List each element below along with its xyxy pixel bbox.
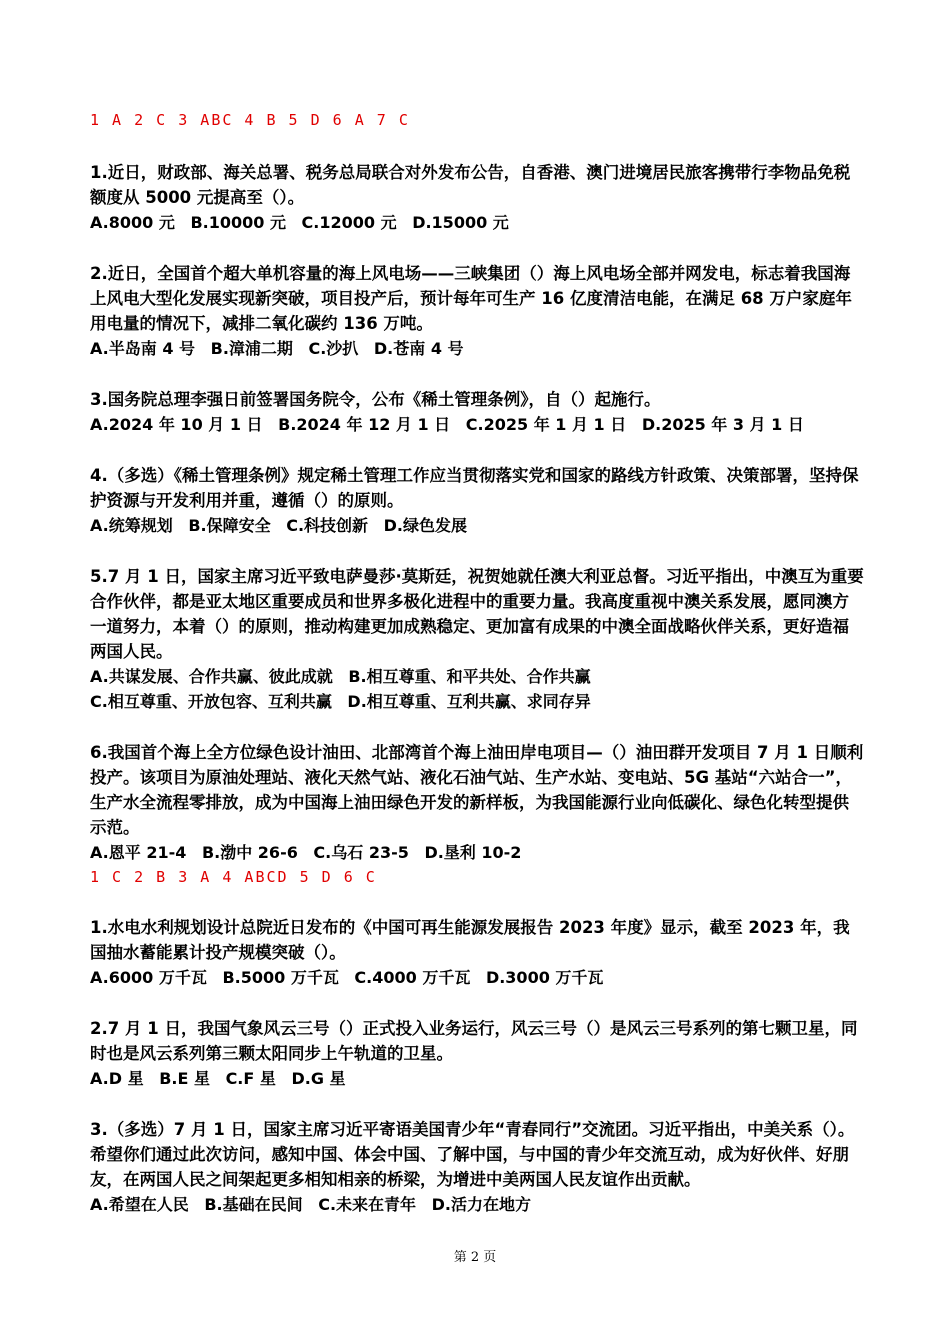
option: C.12000 元 xyxy=(301,213,397,232)
option: D.苍南 4 号 xyxy=(373,339,464,358)
question-options xyxy=(90,840,865,865)
question-text: 3.国务院总理李强日前签署国务院令，公布《稀土管理条例》，自（）起施行。 xyxy=(90,390,661,409)
question-text: 2.7 月 1 日，我国气象风云三号（）正式投入业务运行，风云三号（）是风云三号系列的第七颗卫星，同时也是风云系列第三颗太阳同步上午轨道的卫星。 xyxy=(90,1019,858,1063)
question-text: 1.近日，财政部、海关总署、税务总局联合对外发布公告，自香港、澳门进境居民旅客携带行李物品免税额度从 5000 元提高至（）。 xyxy=(90,163,851,207)
question-options xyxy=(90,412,865,437)
question-options-row xyxy=(90,664,865,689)
option: C.乌石 23-5 xyxy=(313,843,409,862)
option: B.保障安全 xyxy=(188,516,271,535)
option: C.2025 年 1 月 1 日 xyxy=(465,415,627,434)
option: A.半岛南 4 号 xyxy=(90,339,196,358)
question xyxy=(90,1117,865,1217)
question xyxy=(90,387,865,437)
option: C.F 星 xyxy=(225,1069,276,1088)
question-text: 4.（多选）《稀土管理条例》规定稀土管理工作应当贯彻落实党和国家的路线方针政策、决策部署，坚持保护资源与开发利用并重，遵循（）的原则。 xyxy=(90,466,859,510)
option: D.垦利 10-2 xyxy=(424,843,522,862)
option: D.活力在地方 xyxy=(431,1195,531,1214)
option: D.2025 年 3 月 1 日 xyxy=(641,415,804,434)
question xyxy=(90,1016,865,1091)
question-options xyxy=(90,513,865,538)
option: C.4000 万千瓦 xyxy=(354,968,471,987)
option: B.相互尊重、和平共处、合作共赢 xyxy=(348,667,591,686)
question-text: 5.7 月 1 日，国家主席习近平致电萨曼莎·莫斯廷，祝贺她就任澳大利亚总督。习近平指出，中澳互为重要合作伙伴，都是亚太地区重要成员和世界多极化进程中的重要力量。我高度重视中澳关系发展，愿同澳方一道努力，本着（）的原则，推动构建更加成熟稳定、更加富有成果的中澳全面战略伙伴关系，更好造福两国人民。 xyxy=(90,567,864,661)
answer-key: 1 A 2 C 3 ABC 4 B 5 D 6 A 7 C xyxy=(90,111,410,129)
option: B.渤中 26-6 xyxy=(201,843,298,862)
question xyxy=(90,160,865,235)
option: A.2024 年 10 月 1 日 xyxy=(90,415,263,434)
option: D.15000 元 xyxy=(412,213,509,232)
option: C.科技创新 xyxy=(286,516,369,535)
question xyxy=(90,261,865,361)
option: C.沙扒 xyxy=(308,339,359,358)
option: C.未来在青年 xyxy=(318,1195,417,1214)
option: A.恩平 21-4 xyxy=(90,843,187,862)
option: D.3000 万千瓦 xyxy=(485,968,604,987)
option: B.10000 元 xyxy=(190,213,286,232)
question-text: 1.水电水利规划设计总院近日发布的《中国可再生能源发展报告 2023 年度》显示，截至 2023 年，我国抽水蓄能累计投产规模突破（）。 xyxy=(90,918,850,962)
document-page xyxy=(90,108,865,1217)
option: A.共谋发展、合作共赢、彼此成就 xyxy=(90,667,333,686)
question xyxy=(90,740,865,865)
question-text: 6.我国首个海上全方位绿色设计油田、北部湾首个海上油田岸电项目—（）油田群开发项目 7 月 1 日顺利投产。该项目为原油处理站、液化天然气站、液化石油气站、生产水站、变电站、5G 基站“六站合一”，生产水全流程零排放，成为中国海上油田绿色开发的新样板，为我国能源行业向低碳化、绿色化转型提供示范。 xyxy=(90,743,864,837)
page-number: 第 2 页 xyxy=(453,1250,497,1265)
question xyxy=(90,915,865,990)
option: B.基础在民间 xyxy=(204,1195,303,1214)
question-options-row xyxy=(90,689,865,714)
question-options xyxy=(90,210,865,235)
option: A.统筹规划 xyxy=(90,516,173,535)
option: A.8000 元 xyxy=(90,213,175,232)
option: D.绿色发展 xyxy=(383,516,467,535)
option: A.希望在人民 xyxy=(90,1195,189,1214)
answer-key: 1 C 2 B 3 A 4 ABCD 5 D 6 C xyxy=(90,868,377,886)
option: B.2024 年 12 月 1 日 xyxy=(278,415,451,434)
option: B.漳浦二期 xyxy=(210,339,293,358)
question-text: 3.（多选）7 月 1 日，国家主席习近平寄语美国青少年“青春同行”交流团。习近平指出，中美关系（）。希望你们通过此次访问，感知中国、体会中国、了解中国，与中国的青少年交流互动，成为好伙伴、好朋友，在两国人民之间架起更多相知相亲的桥梁，为增进中美两国人民友谊作出贡献。 xyxy=(90,1120,855,1189)
question-options xyxy=(90,965,865,990)
option: D.相互尊重、互利共赢、求同存异 xyxy=(347,692,591,711)
option: B.5000 万千瓦 xyxy=(222,968,339,987)
question-options xyxy=(90,1192,865,1217)
option: A.6000 万千瓦 xyxy=(90,968,207,987)
question-options xyxy=(90,1066,865,1091)
question xyxy=(90,463,865,538)
question-options xyxy=(90,336,865,361)
question xyxy=(90,564,865,714)
option: A.D 星 xyxy=(90,1069,144,1088)
option: C.相互尊重、开放包容、互利共赢 xyxy=(90,692,332,711)
option: B.E 星 xyxy=(159,1069,210,1088)
question-text: 2.近日，全国首个超大单机容量的海上风电场——三峡集团（）海上风电场全部并网发电，标志着我国海上风电大型化发展实现新突破，项目投产后，预计每年可生产 16 亿度清洁电能，在满足 68 万户家庭年用电量的情况下，减排二氧化碳约 136 万吨。 xyxy=(90,264,852,333)
option: D.G 星 xyxy=(291,1069,346,1088)
